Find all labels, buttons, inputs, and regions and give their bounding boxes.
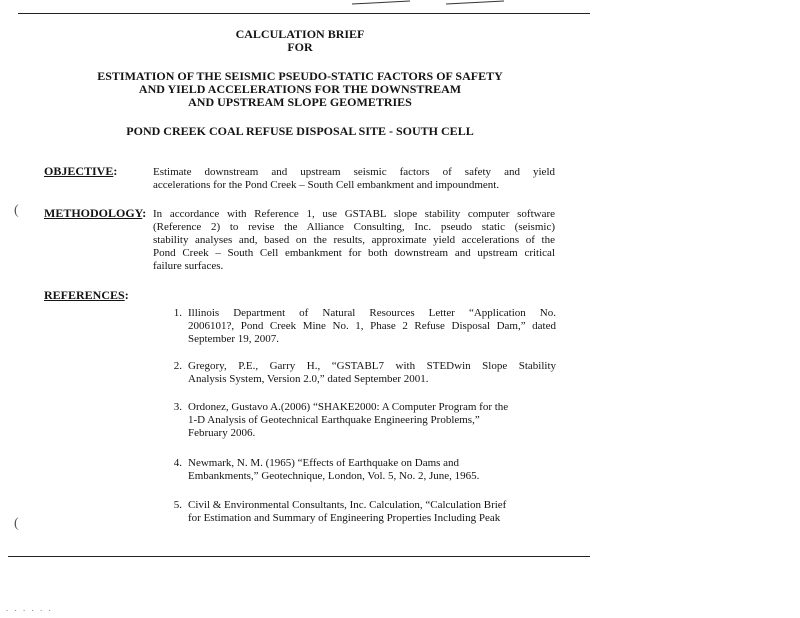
methodology-label-colon: : — [142, 206, 147, 220]
reference-line: 1-D Analysis of Geotechnical Earthquake Engineering Problems,” — [188, 414, 480, 426]
reference-line: Newmark, N. M. (1965) “Effects of Earthquake on Dams and — [188, 457, 460, 469]
reference-line: Illinois Department of Natural Resources Letter “Application No. — [188, 307, 556, 319]
reference-item — [168, 360, 556, 388]
reference-item — [168, 499, 556, 527]
doc-title-line: AND UPSTREAM SLOPE GEOMETRIES — [188, 95, 412, 109]
objective-line: Estimate downstream and upstream seismic factors of safety and yield — [153, 166, 555, 178]
reference-line: Analysis System, Version 2.0,” dated September 2001. — [188, 373, 429, 385]
methodology-line: In accordance with Reference 1, use GSTABL slope stability computer software — [153, 208, 555, 220]
methodology-line: failure surfaces. — [153, 260, 224, 272]
reference-number: 3. — [173, 401, 182, 413]
reference-body — [188, 457, 556, 483]
methodology-label-text: METHODOLOGY — [44, 206, 143, 220]
doc-title-line: AND YIELD ACCELERATIONS FOR THE DOWNSTREAM — [138, 82, 462, 96]
bottom-rule — [8, 556, 590, 557]
reference-body — [188, 360, 556, 386]
objective-label-text: OBJECTIVE — [44, 164, 114, 178]
top-rule — [18, 13, 590, 14]
reference-body — [188, 499, 556, 525]
methodology-line: Pond Creek – South Cell embankment for both downstream and upstream critical — [153, 247, 555, 259]
signature-mark — [352, 0, 410, 4]
methodology-line: stability analyses and, based on the results, approximate yield accelerations of the — [153, 234, 555, 246]
reference-body — [188, 401, 556, 440]
reference-body — [188, 307, 556, 346]
doc-heading: CALCULATION BRIEF — [235, 27, 365, 41]
reference-line: Ordonez, Gustavo A.(2006) “SHAKE2000: A Computer Program for the — [188, 401, 509, 413]
scan-specks: . . . . . . — [6, 603, 53, 613]
reference-line: Gregory, P.E., Garry H., “GSTABL7 with STEDwin Slope Stability — [188, 360, 556, 372]
reference-line: February 2006. — [188, 427, 256, 439]
references-label — [44, 289, 129, 302]
objective-label-colon: : — [113, 164, 118, 178]
objective-text — [153, 166, 555, 192]
methodology-text — [153, 208, 555, 273]
reference-number: 5. — [173, 499, 182, 511]
references-label-text: REFERENCES — [44, 288, 125, 302]
punch-hole-mark: ( — [14, 203, 19, 218]
reference-number: 1. — [173, 307, 182, 319]
objective-label — [44, 165, 117, 178]
reference-line: September 19, 2007. — [188, 333, 280, 345]
reference-item — [168, 401, 556, 441]
reference-number: 2. — [173, 360, 182, 372]
doc-title-line: ESTIMATION OF THE SEISMIC PSEUDO-STATIC FACTORS OF SAFETY — [97, 69, 503, 83]
reference-line: Embankments,” Geotechnique, London, Vol. 5, No. 2, June, 1965. — [188, 470, 480, 482]
reference-line: for Estimation and Summary of Engineering Properties Including Peak — [188, 512, 501, 524]
signature-mark — [446, 0, 504, 4]
reference-number: 4. — [173, 457, 182, 469]
reference-item — [168, 457, 556, 485]
doc-heading-for: FOR — [287, 40, 313, 54]
punch-hole-mark: ( — [14, 516, 19, 531]
reference-line: Civil & Environmental Consultants, Inc. Calculation, “Calculation Brief — [188, 499, 507, 511]
methodology-line: (Reference 2) to revise the Alliance Consulting, Inc. pseudo static (seismic) — [153, 221, 555, 233]
objective-line: accelerations for the Pond Creek – South Cell embankment and impoundment. — [153, 179, 500, 191]
reference-line: 2006101?, Pond Creek Mine No. 1, Phase 2 Refuse Disposal Dam,” dated — [188, 320, 556, 332]
reference-item — [168, 307, 556, 347]
site-name: POND CREEK COAL REFUSE DISPOSAL SITE - SOUTH CELL — [126, 124, 474, 138]
references-label-colon: : — [124, 288, 129, 302]
methodology-label — [44, 207, 146, 220]
